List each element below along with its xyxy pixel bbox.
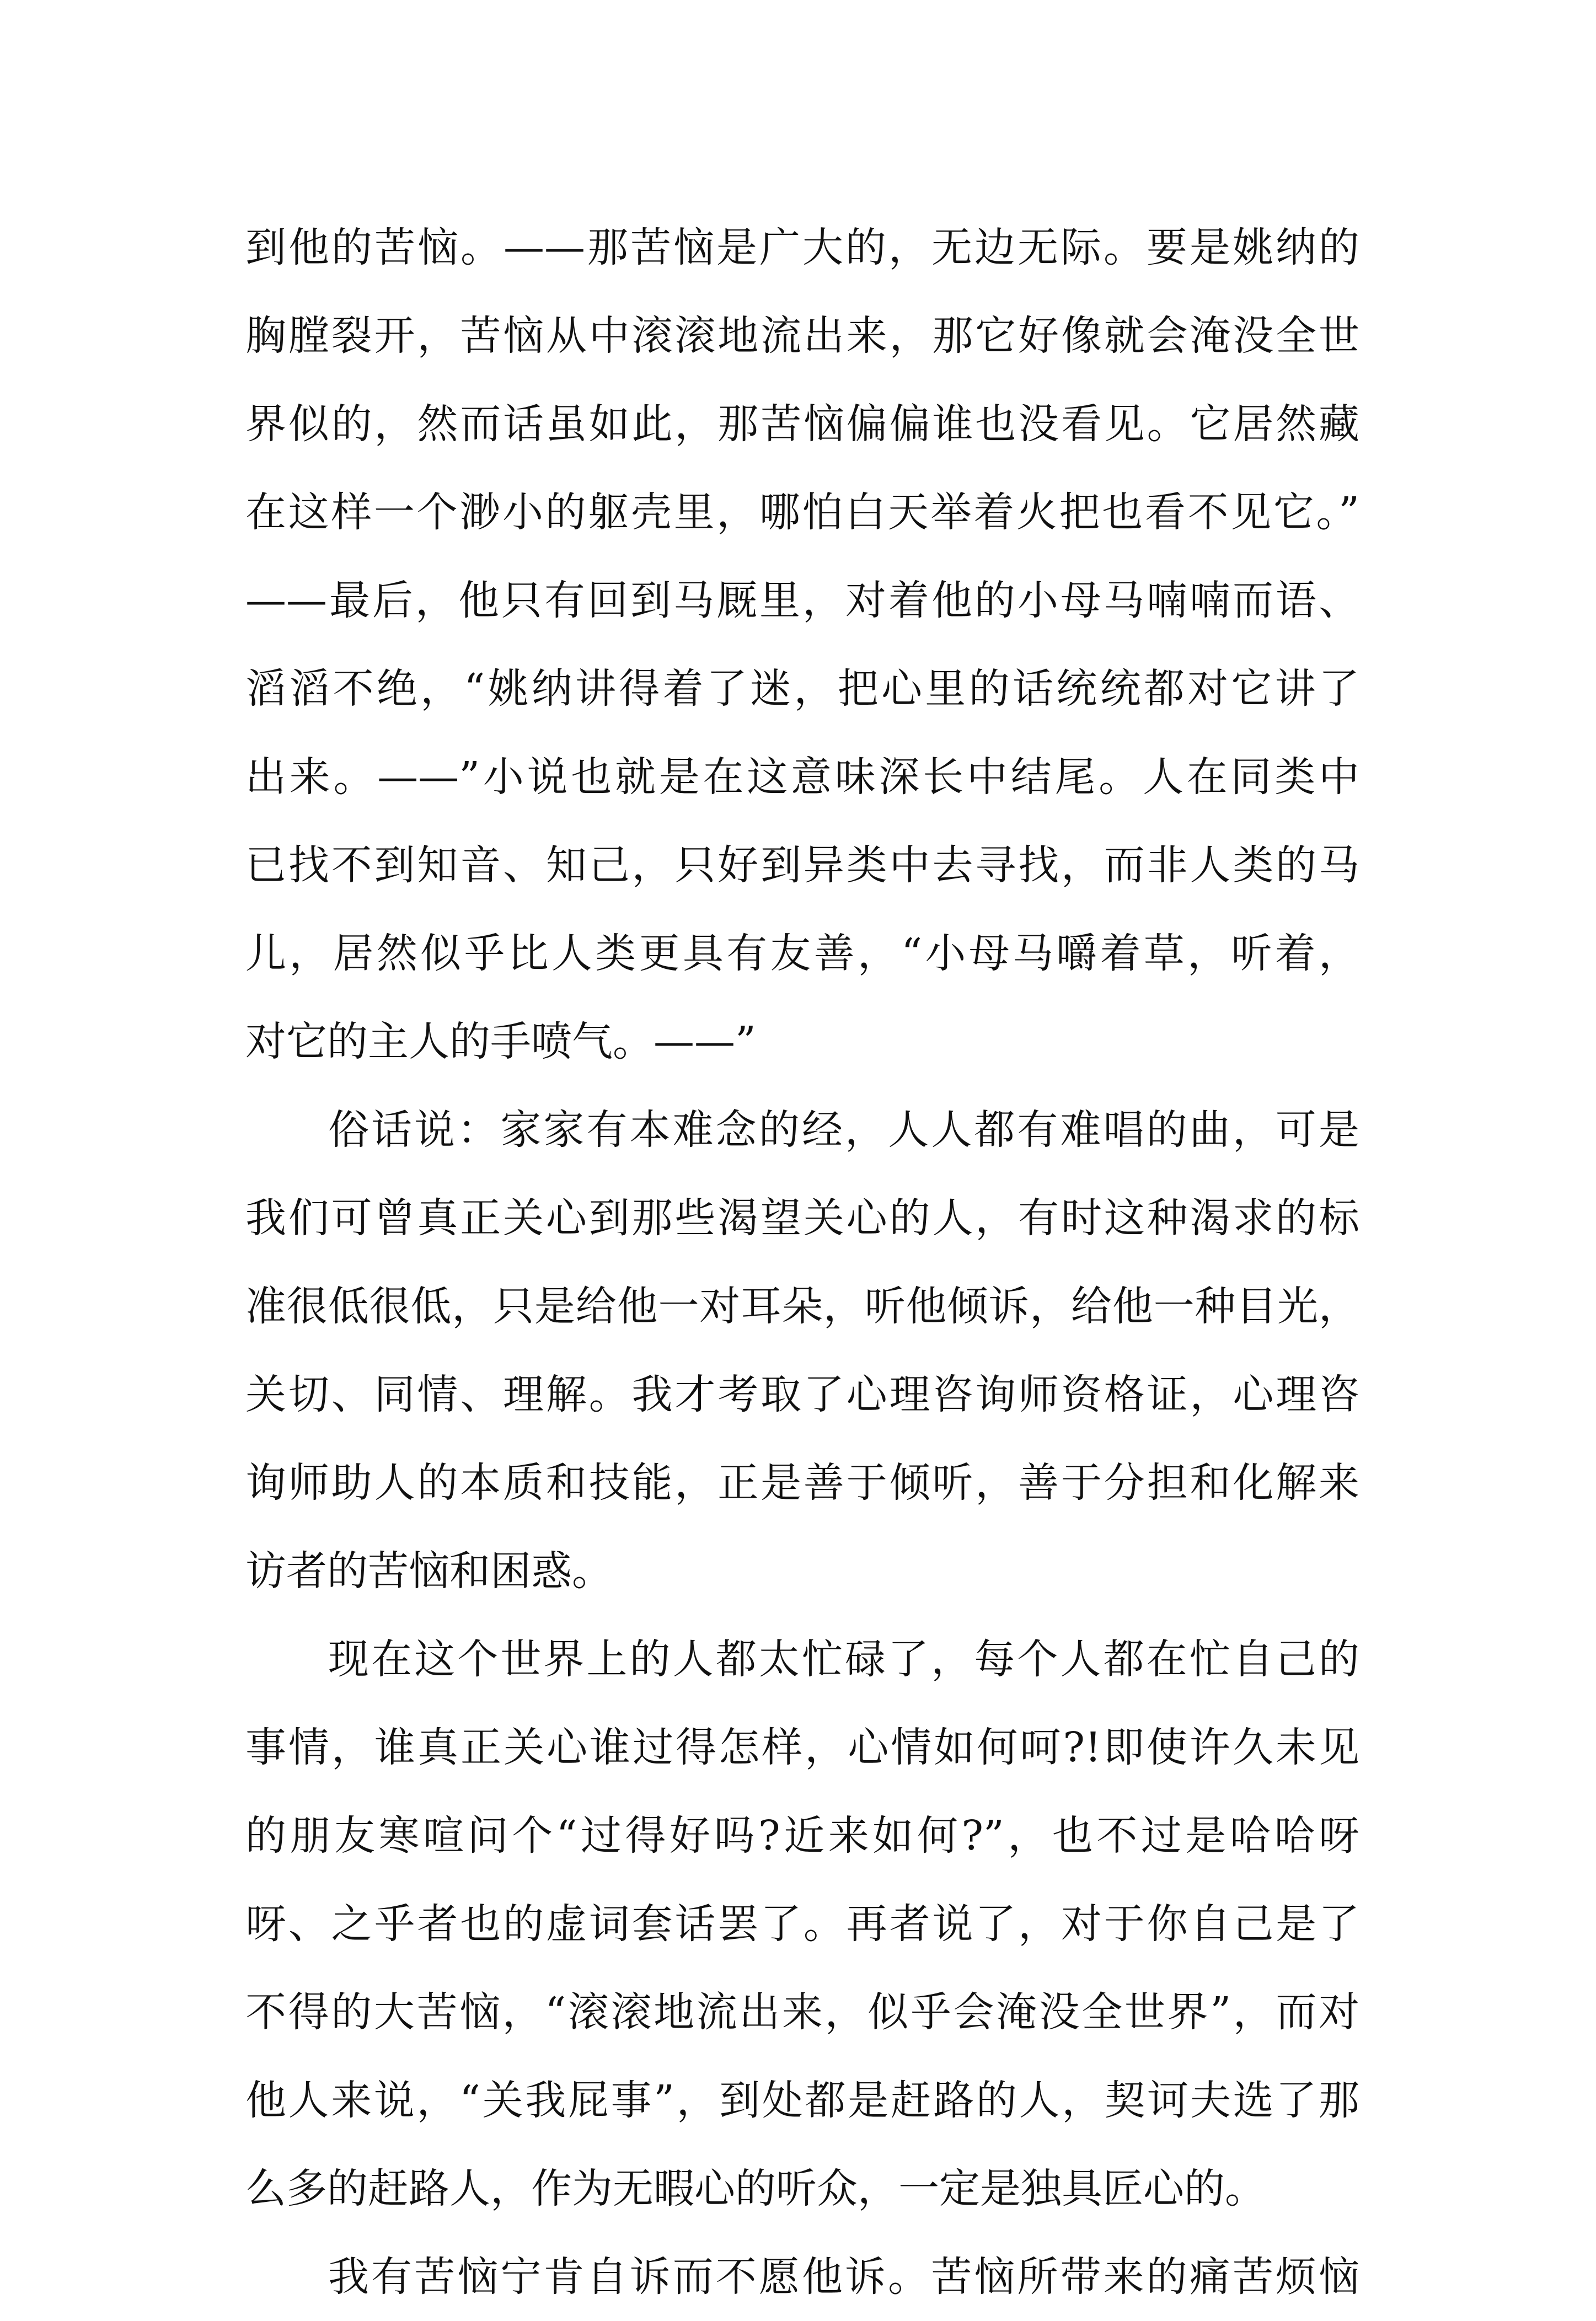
- text-line: 事情，谁真正关心谁过得怎样，心情如何呵?!即使许久未见: [245, 1724, 1359, 1771]
- text-line: 在这样一个渺小的躯壳里，哪怕白天举着火把也看不见它。”: [245, 489, 1359, 536]
- paragraph-4: [245, 2233, 1359, 2321]
- text-line: 俗话说：家家有本难念的经，人人都有难唱的曲，可是: [328, 1106, 1359, 1154]
- paragraph-1: [245, 203, 1359, 1086]
- text-line: 呀、之乎者也的虚词套话罢了。再者说了，对于你自己是了: [245, 1900, 1359, 1948]
- text-line: 出来。——”小说也就是在这意味深长中结尾。人在同类中: [245, 753, 1359, 801]
- text-line: 现在这个世界上的人都太忙碌了，每个人都在忙自己的: [328, 1636, 1359, 1683]
- text-line: 对它的主人的手喷气。——”: [245, 1018, 756, 1065]
- text-line: 胸膛裂开，苦恼从中滚滚地流出来，那它好像就会淹没全世: [245, 312, 1359, 360]
- text-line: 询师助人的本质和技能，正是善于倾听，善于分担和化解来: [245, 1459, 1359, 1507]
- text-line: ——最后，他只有回到马厩里，对着他的小母马喃喃而语、: [245, 577, 1359, 624]
- text-line: 我有苦恼宁肯自诉而不愿他诉。苦恼所带来的痛苦烦恼: [328, 2253, 1359, 2301]
- text-line: 么多的赶路人，作为无暇心的听众，一定是独具匠心的。: [245, 2165, 1266, 2212]
- text-line: 不得的大苦恼，“滚滚地流出来，似乎会淹没全世界”，而对: [245, 1988, 1359, 2036]
- text-line: 界似的，然而话虽如此，那苦恼偏偏谁也没看见。它居然藏: [245, 400, 1359, 448]
- text-line: 已找不到知音、知己，只好到异类中去寻找，而非人类的马: [245, 841, 1359, 889]
- text-line: 滔滔不绝，“姚纳讲得着了迷，把心里的话统统都对它讲了: [245, 665, 1359, 712]
- body-text: [245, 203, 1359, 2321]
- text-line: 儿，居然似乎比人类更具有友善，“小母马嚼着草，听着，: [245, 930, 1359, 977]
- paragraph-3: [245, 1615, 1359, 2233]
- text-line: 准很低很低，只是给他一对耳朵，听他倾诉，给他一种目光，: [245, 1283, 1359, 1330]
- text-line: 的朋友寒喧问个“过得好吗?近来如何?”，也不过是哈哈呀: [245, 1812, 1359, 1859]
- text-line: 访者的苦恼和困惑。: [245, 1547, 613, 1595]
- text-line: 到他的苦恼。——那苦恼是广大的，无边无际。要是姚纳的: [245, 224, 1359, 271]
- text-line: 他人来说，“关我屁事”，到处都是赶路的人，契诃夫选了那: [245, 2077, 1359, 2124]
- text-line: 我们可曾真正关心到那些渴望关心的人，有时这种渴求的标: [245, 1194, 1359, 1242]
- text-line: 关切、同情、理解。我才考取了心理咨询师资格证，心理咨: [245, 1371, 1359, 1418]
- paragraph-2: [245, 1086, 1359, 1615]
